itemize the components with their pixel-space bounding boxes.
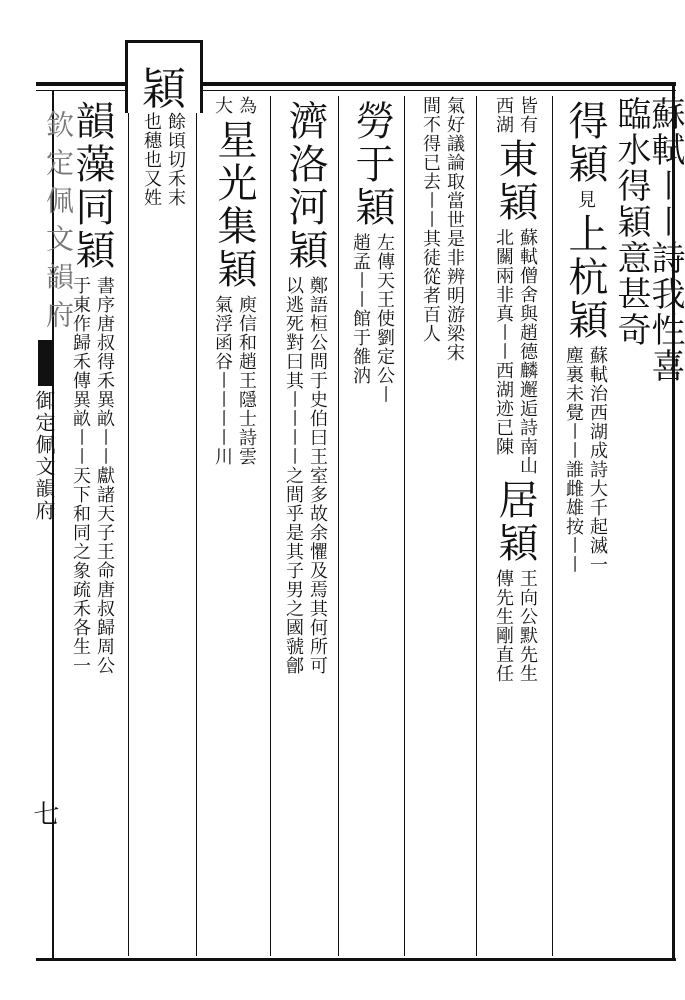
- main-text: 臨水得穎意甚奇: [611, 96, 651, 348]
- annotation-line: 王向公默先生: [517, 569, 538, 683]
- divider: [552, 96, 553, 956]
- annotation-line: 氣好議論取當世是非辨明游梁宋: [444, 96, 465, 362]
- annotation: [210, 295, 258, 466]
- annotation-line: 北關兩非真〡〡西湖迹已陳: [493, 228, 514, 456]
- text-column-6: [272, 96, 338, 954]
- annotation-line: 見: [575, 190, 596, 209]
- annotation-line: 氣浮函谷〡〡〡〡川: [212, 295, 233, 466]
- headword: 得穎: [562, 100, 608, 186]
- headword: 星光集穎: [211, 119, 257, 291]
- annotation-line: 為: [236, 96, 257, 115]
- divider: [404, 96, 405, 956]
- main-text: 蘇軾〡〡詩我性喜: [645, 96, 685, 384]
- text-column-9: [56, 96, 128, 954]
- text-column-7: [198, 96, 270, 954]
- divider: [338, 96, 339, 956]
- annotation: [491, 228, 539, 475]
- annotation-line: 大: [212, 96, 233, 115]
- divider: [270, 96, 271, 956]
- annotation: [210, 96, 258, 115]
- headword: 韻藻同穎: [69, 100, 115, 272]
- annotation-line: 蘇軾僧舍與趙德麟邂逅詩南山: [517, 228, 538, 475]
- annotation-line: 傳先生剛直任: [493, 569, 514, 683]
- annotation: [68, 276, 116, 675]
- text-column-3: [478, 96, 552, 954]
- annotation: [139, 112, 187, 207]
- annotation-line: 西湖: [493, 96, 514, 134]
- annotation-line: 間不得已去〡〡其徒從者百人: [420, 96, 441, 343]
- annotation: [573, 190, 597, 209]
- annotation-line: 趙孟〡〡館于雒汭: [350, 233, 371, 385]
- annotation-line: 蘇軾治西湖成詩大千起滅一: [587, 346, 608, 574]
- annotation-line: 庾信和趙王隱士詩雲: [236, 295, 257, 466]
- text-column-8: [130, 112, 196, 970]
- page-number: 七: [29, 800, 59, 826]
- text-column-4: [408, 96, 476, 954]
- divider: [476, 96, 477, 956]
- text-column-5: [340, 96, 404, 954]
- headword: 居穎: [492, 479, 538, 565]
- fish-tail-mark: [38, 340, 52, 386]
- annotation-line: 也穗也又姓: [141, 112, 162, 207]
- annotation-line: 塵裏未覺〡〡誰雌雄按〡〡: [563, 346, 584, 574]
- headword: 上杭穎: [562, 213, 608, 342]
- annotation-line: 鄭語桓公問于史伯曰王室多故余懼及焉其何所可: [307, 276, 328, 675]
- annotation-line: 書序唐叔得禾異畝〡〡獻諸天子王命唐叔歸周公: [94, 276, 115, 675]
- divider: [196, 96, 197, 956]
- tab-character: 穎: [142, 64, 186, 115]
- running-title: 御定佩文韻府: [32, 390, 56, 522]
- annotation-line: 餘頃切禾末: [165, 112, 186, 207]
- rhyme-tab: [125, 40, 203, 113]
- annotation: [491, 96, 539, 134]
- annotation-line: 左傳天王使劉定公〡: [374, 233, 395, 404]
- annotation-line: 以逃死對曰其〡〡〡〡之間乎是其子男之國虢鄶: [283, 276, 304, 675]
- text-column-2: [556, 96, 614, 954]
- annotation-line: 于東作歸禾傳異畝〡〡天下和同之象疏禾各生一: [70, 276, 91, 675]
- annotation: [491, 569, 539, 683]
- headword: 勞于穎: [349, 100, 395, 229]
- annotation: [418, 96, 466, 362]
- text-column-1: [611, 96, 685, 954]
- leaf-title: 欽定佩文韻府: [42, 110, 75, 338]
- annotation: [348, 233, 396, 404]
- annotation: [561, 346, 609, 574]
- headword: 濟洛河穎: [282, 100, 328, 272]
- annotation: [281, 276, 329, 675]
- divider: [128, 96, 129, 956]
- annotation-line: 皆有: [517, 96, 538, 134]
- headword: 東穎: [492, 138, 538, 224]
- margin-strip: [0, 100, 36, 960]
